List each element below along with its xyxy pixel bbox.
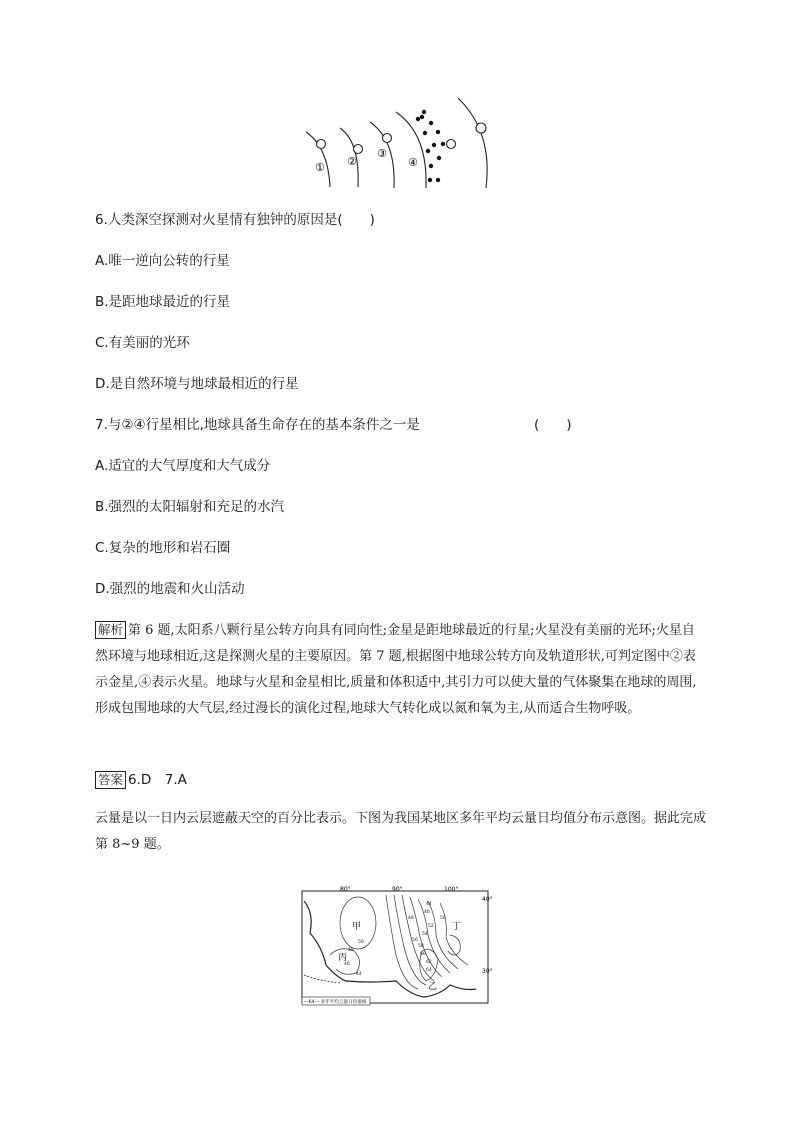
- q6-option-d: D.是自然环境与地球最相近的行星: [95, 376, 299, 392]
- contour-label: 50: [358, 940, 364, 945]
- q6-option-c: C.有美丽的光环: [95, 335, 190, 351]
- asteroid-belt: [416, 110, 445, 182]
- lon-label-80: 80°: [340, 886, 351, 893]
- contour-label: 64: [426, 968, 432, 973]
- contour-label: 62: [426, 960, 432, 965]
- q6-option-b: B.是距地球最近的行星: [95, 294, 231, 310]
- orbit-label-2: ②: [347, 155, 357, 168]
- orbit-label-3: ③: [377, 147, 387, 160]
- orbit-4: [396, 112, 426, 188]
- contour-label: 48: [408, 916, 414, 921]
- planet-4: [447, 140, 456, 149]
- planet-2: [354, 145, 363, 154]
- map-legend: —64— 多年平均云量日均值线: [304, 1000, 367, 1005]
- contour-label: 58: [418, 944, 424, 949]
- q7-option-c: C.复杂的地形和岩石圈: [95, 540, 231, 556]
- contour-label: 48: [348, 948, 354, 953]
- q6-option-a: A.唯一逆向公转的行星: [95, 253, 230, 269]
- orbit-label-4: ④: [408, 156, 418, 169]
- contour-label: 52: [428, 924, 434, 929]
- intro-paragraph: 云量是以一日内云层遮蔽天空的百分比表示。下图为我国某地区多年平均云量日均值分布示意图。据此完成第 8~9 题。: [95, 811, 707, 852]
- contour-label: 44: [426, 902, 432, 907]
- contour-label: 46: [424, 910, 430, 915]
- contour-label: 44: [356, 972, 362, 977]
- region-label-ding: 丁: [452, 922, 462, 932]
- q6-stem: [95, 211, 375, 229]
- lat-label-30: 30°: [482, 968, 493, 975]
- planet-1: [317, 140, 326, 149]
- analysis-block: [95, 618, 705, 722]
- answer-tag: 答案: [95, 771, 126, 789]
- q6-stem-text: 6.人类深空探测对火星情有独钟的原因是( ): [95, 212, 375, 228]
- lon-label-90: 90°: [392, 886, 403, 893]
- contour-label: 60: [420, 952, 426, 957]
- lon-label-100: 100°: [444, 886, 459, 893]
- orbit-figure: [298, 92, 508, 192]
- region-label-yi: 乙: [428, 982, 438, 992]
- planet-5: [476, 123, 486, 133]
- q7-option-b: B.强烈的太阳辐射和充足的水汽: [95, 499, 285, 515]
- region-label-bing: 丙: [338, 953, 348, 963]
- analysis-tag: 解析: [95, 621, 126, 639]
- q7-option-a: A.适宜的大气厚度和大气成分: [95, 458, 271, 474]
- answer-text: 6.D 7.A: [128, 772, 187, 788]
- cloud-map-figure: [300, 885, 493, 1010]
- q7-stem: 7.与②④行星相比,地球具备生命存在的基本条件之一是: [95, 417, 420, 433]
- orbit-label-1: ①: [315, 161, 325, 174]
- contour-label: 56: [412, 938, 418, 943]
- q7-paren: ( ): [534, 417, 572, 433]
- contour-label: 54: [422, 932, 428, 937]
- lat-label-40: 40°: [482, 896, 493, 903]
- analysis-text: 第 6 题,太阳系八颗行星公转方向具有同向性;金星是距地球最近的行星;火星没有美丽的光环;火星自然环境与地球相近,这是探测火星的主要原因。第 7 题,根据图中地球公转方向及轨道形状,可判定图中②表示金星,④表示火星。地球与火星和金星相比,质量和体积适中,其引力可以使大量的气体聚集在地球的周围,形成包围地球的大气层,经过漫长的演化过程,地球大气转化成以氮和氧为主,从而适合生物呼吸。: [95, 623, 697, 716]
- region-label-jia: 甲: [352, 922, 362, 932]
- answer-block: [95, 771, 187, 789]
- contour-label: 46: [344, 962, 350, 967]
- planet-3: [383, 134, 392, 143]
- contour-label: 50: [440, 916, 446, 921]
- q7-option-d: D.强烈的地震和火山活动: [95, 581, 245, 597]
- orbit-5: [458, 98, 487, 188]
